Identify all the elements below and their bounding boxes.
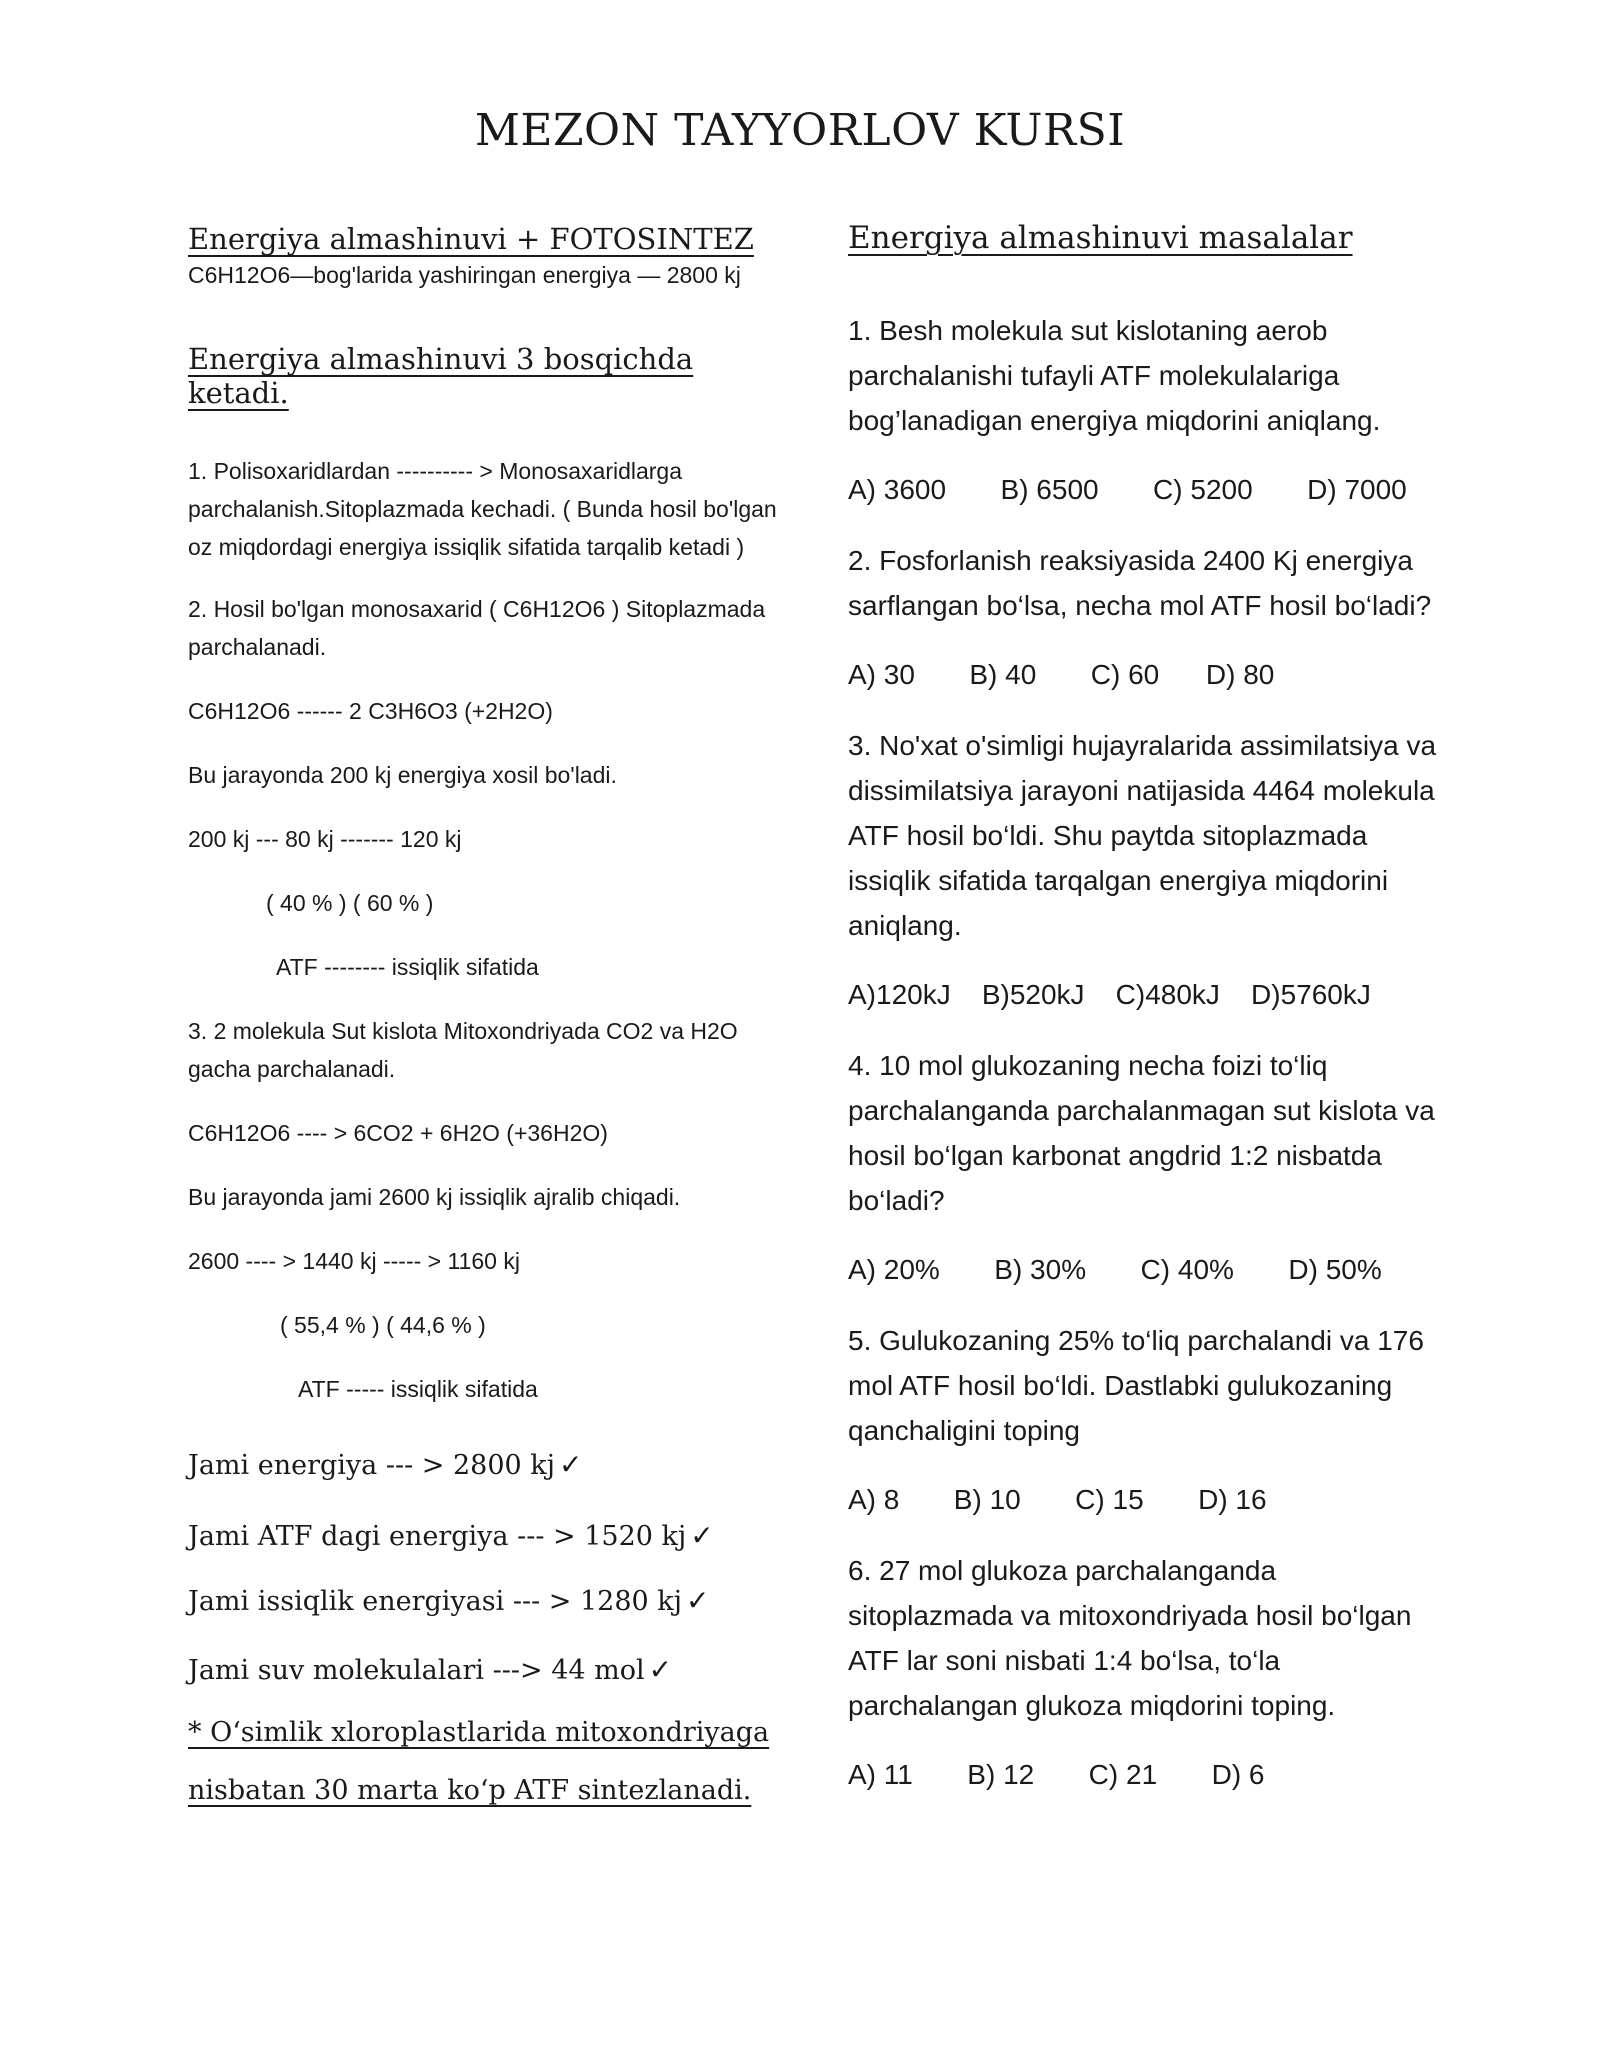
checkmark-icon: ✓ xyxy=(690,1519,714,1552)
question-5: 5. Gulukozaning 25% to‘liq parchalandi va 176 mol ATF hosil bo‘ldi. Dastlabki gulukozaning qanchaligini toping xyxy=(848,1325,1424,1446)
right-column xyxy=(848,212,1448,1797)
glycolysis-energy-split: 200 kj --- 80 kj ------- 120 kj xyxy=(188,826,462,852)
stage-2-text: 2. Hosil bo'lgan monosaxarid ( C6H12O6 ) Sitoplazmada parchalanadi. xyxy=(188,596,766,660)
answer-options-2: A) 30 B) 40 C) 60 D) 80 xyxy=(848,659,1275,690)
summary-total-energy-text: Jami energiya --- > 2800 kj xyxy=(188,1450,556,1481)
glycolysis-energy-text: Bu jarayonda 200 kj energiya xosil bo'ladi. xyxy=(188,762,617,788)
answer-options-6: A) 11 B) 12 C) 21 D) 6 xyxy=(848,1759,1265,1790)
glycolysis-percentages: ( 40 % ) ( 60 % ) xyxy=(266,890,434,916)
summary-total-energy xyxy=(188,1444,788,1487)
question-1: 1. Besh molekula sut kislotaning aerob parchalanishi tufayli ATF molekulalariga bog’lanadigan energiya miqdorini aniqlang. xyxy=(848,315,1381,436)
checkmark-icon: ✓ xyxy=(648,1653,673,1686)
summary-heat-energy-text: Jami issiqlik energiyasi --- > 1280 kj xyxy=(188,1586,683,1617)
section-heading-energy-photosynthesis: Energiya almashinuvi + FOTOSINTEZ xyxy=(188,222,754,256)
summary-atf-energy-text: Jami ATF dagi energiya --- > 1520 kj xyxy=(188,1521,687,1552)
question-4: 4. 10 mol glukozaning necha foizi to‘liq parchalanganda parchalanmagan sut kislota va hosil bo‘lgan karbonat angdrid 1:2 nisbatda bo‘ladi? xyxy=(848,1050,1435,1216)
summary-atf-energy xyxy=(188,1515,788,1558)
checkmark-icon: ✓ xyxy=(686,1584,710,1617)
section-heading-three-stages: Energiya almashinuvi 3 bosqichda ketadi. xyxy=(188,342,694,410)
glycolysis-atf-heat: ATF -------- issiqlik sifatida xyxy=(276,954,539,980)
checkmark-icon: ✓ xyxy=(559,1448,583,1481)
glycolysis-equation: C6H12O6 ------ 2 C3H6O3 (+2H2O) xyxy=(188,698,553,724)
aerobic-energy-split: 2600 ---- > 1440 kj ----- > 1160 kj xyxy=(188,1248,520,1274)
summary-heat-energy xyxy=(188,1580,788,1623)
question-2: 2. Fosforlanish reaksiyasida 2400 Kj energiya sarflangan bo‘lsa, necha mol ATF hosil bo‘ladi? xyxy=(848,545,1432,621)
question-6: 6. 27 mol glukoza parchalanganda sitoplazmada va mitoxondriyada hosil bo‘lgan ATF lar soni nisbati 1:4 bo‘lsa, to‘la parchalangan glukoza miqdorini toping. xyxy=(848,1555,1412,1721)
aerobic-equation: C6H12O6 ---- > 6CO2 + 6H2O (+36H2O) xyxy=(188,1120,608,1146)
answer-options-4: A) 20% B) 30% C) 40% D) 50% xyxy=(848,1254,1382,1285)
aerobic-energy-text: Bu jarayonda jami 2600 kj issiqlik ajralib chiqadi. xyxy=(188,1184,681,1210)
answer-options-1: A) 3600 B) 6500 C) 5200 D) 7000 xyxy=(848,474,1407,505)
left-column xyxy=(188,212,788,1847)
aerobic-percentages: ( 55,4 % ) ( 44,6 % ) xyxy=(280,1312,486,1338)
stage-3-text: 3. 2 molekula Sut kislota Mitoxondriyada CO2 va H2O gacha parchalanadi. xyxy=(188,1018,738,1082)
glucose-energy-formula: C6H12O6—bog'larida yashiringan energiya — 2800 kj xyxy=(188,262,741,288)
question-3: 3. No'xat o'simligi hujayralarida assimilatsiya va dissimilatsiya jarayoni natijasida 4464 molekula ATF hosil bo‘ldi. Shu paytda sitoplazmada issiqlik sifatida tarqalgan energiya miqdorini aniqlang. xyxy=(848,730,1437,941)
summary-water-molecules xyxy=(188,1649,788,1692)
summary-water-molecules-text: Jami suv molekulalari ---> 44 mol xyxy=(188,1655,645,1686)
page-title: MEZON TAYYORLOV KURSI xyxy=(474,105,1126,156)
chloroplast-note: * O‘simlik xloroplastlarida mitoxondriyaga nisbatan 30 marta ko‘p ATF sintezlanadi. xyxy=(188,1717,770,1806)
answer-options-3: A)120kJ B)520kJ C)480kJ D)5760kJ xyxy=(848,979,1371,1010)
aerobic-atf-heat: ATF ----- issiqlik sifatida xyxy=(298,1376,538,1402)
section-heading-problems: Energiya almashinuvi masalalar xyxy=(848,220,1353,256)
stage-1-text: 1. Polisoxaridlardan ---------- > Monosaxaridlarga parchalanish.Sitoplazmada kechadi. ( Bunda hosil bo'lgan oz miqdordagi energiya issiqlik sifatida tarqalib ketadi ) xyxy=(188,458,777,560)
answer-options-5: A) 8 B) 10 C) 15 D) 16 xyxy=(848,1484,1267,1515)
